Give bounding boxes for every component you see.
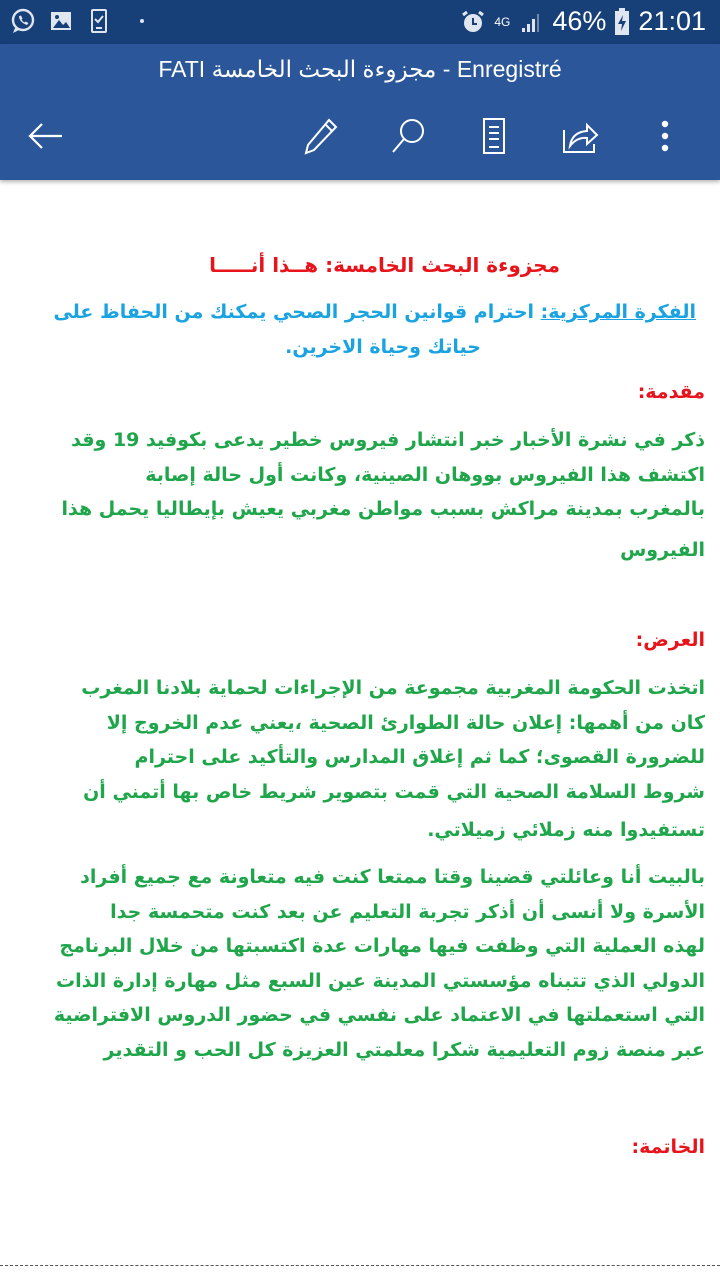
paragraph-line: لهذه العملية التي وظفت فيها مهارات عدة اكتسبتها من خلال البرنامج xyxy=(59,935,705,957)
pencil-icon xyxy=(301,116,341,156)
paragraph-line: اكتشف هذا الفيروس بووهان الصينية، وكانت أول حالة إصابة xyxy=(145,463,705,486)
edit-button[interactable] xyxy=(299,114,343,158)
paragraph-line: اتخذت الحكومة المغربية مجموعة من الإجراءات لحماية بلادنا المغرب xyxy=(81,677,705,699)
paragraph-line: بالبيت أنا وعائلتي قضينا وقتا ممتعا كنت فيه متعاونة مع جميع أفراد xyxy=(80,866,705,888)
search-icon xyxy=(388,116,428,156)
more-icon xyxy=(645,116,685,156)
status-bar xyxy=(0,0,720,44)
paragraph-line: الفيروس xyxy=(620,538,705,561)
document-page[interactable] xyxy=(0,180,720,1280)
central-idea xyxy=(53,295,696,364)
intro-paragraph xyxy=(62,423,706,567)
app-bar xyxy=(0,44,720,180)
search-button[interactable] xyxy=(386,114,430,158)
paragraph-line: كان من أهمها: إعلان حالة الطوارئ الصحية ،يعني عدم الخروج إلا xyxy=(106,711,705,734)
conclusion-heading: الخاتمة: xyxy=(631,1136,705,1158)
reading-view-button[interactable] xyxy=(472,114,516,158)
paragraph-line: الدولي الذي تتبناه مؤسستي المدينة عين السبع مثل مهارة إدارة الذات xyxy=(56,969,705,992)
signal-icon xyxy=(518,9,544,35)
paragraph-line: عبر منصة زوم التعليمية شكرا معلمتي العزيزة كل الحب و التقدير xyxy=(103,1038,705,1061)
battery-percent: 46% xyxy=(552,6,607,36)
paragraph-line: شروط السلامة الصحية التي قمت بتصوير شريط خاص بها أتمني أن xyxy=(83,780,705,803)
notification-dot-icon xyxy=(140,19,144,23)
document-heading: مجزوءة البحث الخامسة: هــذا أنـــــا xyxy=(209,253,560,277)
body-heading: العرض: xyxy=(635,629,705,651)
paragraph-line: للضرورة القصوى؛ كما ثم إغلاق المدارس والتأكيد على احترام xyxy=(134,746,705,768)
central-idea-line: احترام قوانين الحجر الصحي يمكنك من الحفاظ على xyxy=(53,301,541,323)
paragraph-line: تستفيدوا منه زملائي زميلاتي. xyxy=(427,819,705,841)
battery-charging-icon xyxy=(614,8,630,36)
back-button[interactable] xyxy=(24,114,68,158)
intro-heading: مقدمة: xyxy=(637,381,705,403)
body-paragraph-2 xyxy=(54,860,705,1067)
alarm-icon xyxy=(460,9,486,35)
paragraph-line: ذكر في نشرة الأخبار خبر انتشار فيروس خطير يدعى بكوفيد 19 وقد xyxy=(71,429,705,451)
clock: 21:01 xyxy=(638,6,706,36)
share-button[interactable] xyxy=(558,114,602,158)
task-icon xyxy=(86,8,112,34)
central-idea-label: الفكرة المركزية: xyxy=(540,301,696,323)
body-paragraph xyxy=(81,671,705,848)
document-title: FATI مجزوءة البحث الخامسة - Enregistré xyxy=(158,56,562,82)
gallery-icon xyxy=(48,8,74,34)
paragraph-line: التي استعملتها في الاعتماد على نفسي في حضور الدروس الافتراضية xyxy=(53,1004,705,1026)
central-idea-line: حياتك وحياة الاخرين. xyxy=(285,335,481,358)
share-icon xyxy=(560,116,600,156)
whatsapp-icon xyxy=(10,8,36,34)
page-break-divider xyxy=(0,1265,720,1266)
paragraph-line: بالمغرب بمدينة مراكش بسبب مواطن مغربي يعيش بإيطاليا يحمل هذا xyxy=(61,498,705,520)
reading-view-icon xyxy=(474,116,514,156)
network-type: 4G xyxy=(494,14,511,29)
back-arrow-icon xyxy=(26,116,66,156)
paragraph-line: الأسرة ولا أنسى أن أذكر تجربة التعليم عن بعد كنت متحمسة جدا xyxy=(110,900,705,923)
more-options-button[interactable] xyxy=(643,114,687,158)
